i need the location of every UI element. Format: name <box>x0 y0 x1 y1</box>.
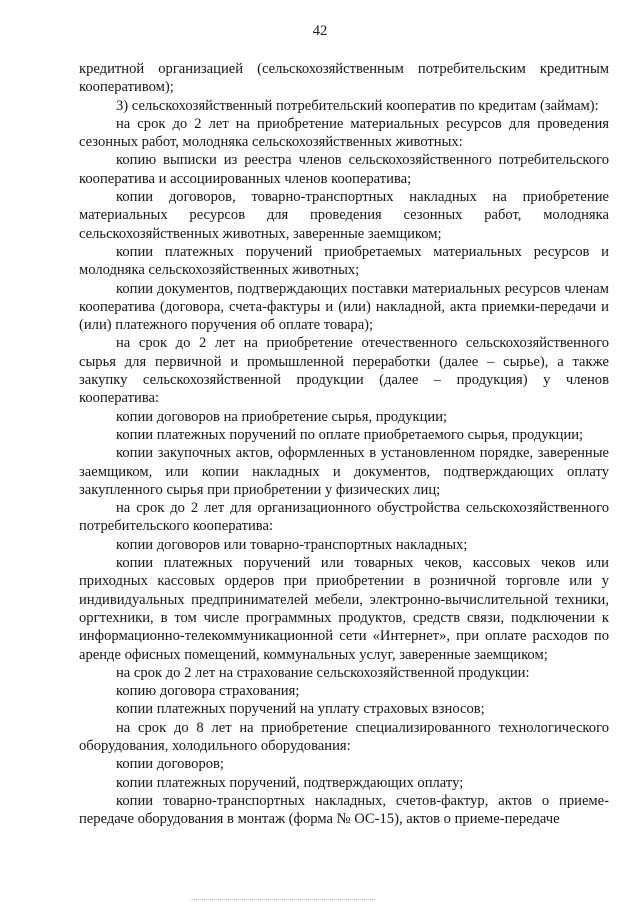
paragraph: на срок до 2 лет на приобретение материальных ресурсов для проведения сезонных работ, молодняка сельскохозяйственных животных: <box>79 115 609 151</box>
paragraph: копии платежных поручений по оплате приобретаемого сырья, продукции; <box>116 426 584 443</box>
paragraph: на срок до 2 лет для организационного обустройства сельскохозяйственного потребительского кооператива: <box>79 500 609 535</box>
paragraph: копии договоров или товарно-транспортных накладных; <box>116 536 468 553</box>
paragraph: на срок до 8 лет на приобретение специализированного технологического оборудования, холодильного оборудования: <box>79 719 609 754</box>
paragraph: на срок до 2 лет на приобретение отечественного сельскохозяйственного сырья для первичной и промышленной переработки (далее – сырье), а также закупку сельскохозяйственной продукции (далее – продукция) у членов кооператива: <box>79 335 609 407</box>
paragraph: копии документов, подтверждающих поставки материальных ресурсов членам кооператива (договора, счета-фактуры и (или) накладной, акта приемки-передачи и (или) платежного поручения об оплате товара); <box>79 280 609 334</box>
page-number: 42 <box>312 23 328 39</box>
paragraph: кредитной организацией (сельскохозяйственным потребительским кредитным кооперативом); <box>79 61 609 96</box>
paragraph: копии договоров, товарно-транспортных накладных на приобретение материальных ресурсов для проведения сезонных работ, молодняка сельскохозяйственных животных, заверенные заемщиком; <box>79 189 609 242</box>
scan-artifact-line <box>190 899 375 900</box>
paragraph: копии товарно-транспортных накладных, счетов-фактур, актов о приеме-передаче оборудования в монтаж (форма № ОС-15), актов о приеме-передаче <box>79 792 609 828</box>
document-body <box>79 60 609 828</box>
paragraph: копии платежных поручений или товарных чеков, кассовых чеков или приходных кассовых ордеров при приобретении в розничной торговле или у индивидуальных предпринимателей мебели, электронно-вычислительной техники, оргтехники, в том числе программных продуктов, средств связи, подключении к информационно-телекоммуникационной сети «Интернет», при оплате расходов по аренде офисных помещений, коммунальных услуг, заверенные заемщиком; <box>79 555 609 663</box>
paragraph: копию выписки из реестра членов сельскохозяйственного потребительского кооператива и ассоциированных членов кооператива; <box>79 152 609 187</box>
paragraph: копии договоров; <box>116 756 224 773</box>
paragraph: копию договора страхования; <box>116 683 300 700</box>
paragraph: 3) сельскохозяйственный потребительский кооператив по кредитам (займам): <box>116 97 599 114</box>
paragraph: копии договоров на приобретение сырья, продукции; <box>116 408 448 425</box>
paragraph: копии закупочных актов, оформленных в установленном порядке, заверенные заемщиком, или копии накладных и документов, подтверждающих оплату закупленного сырья при приобретении у физических лиц; <box>79 445 609 498</box>
paragraph: на срок до 2 лет на страхование сельскохозяйственной продукции: <box>116 664 530 681</box>
paragraph: копии платежных поручений на уплату страховых взносов; <box>116 701 485 718</box>
paragraph: копии платежных поручений приобретаемых материальных ресурсов и молодняка сельскохозяйственных животных; <box>79 243 609 279</box>
paragraph: копии платежных поручений, подтверждающих оплату; <box>116 774 464 791</box>
